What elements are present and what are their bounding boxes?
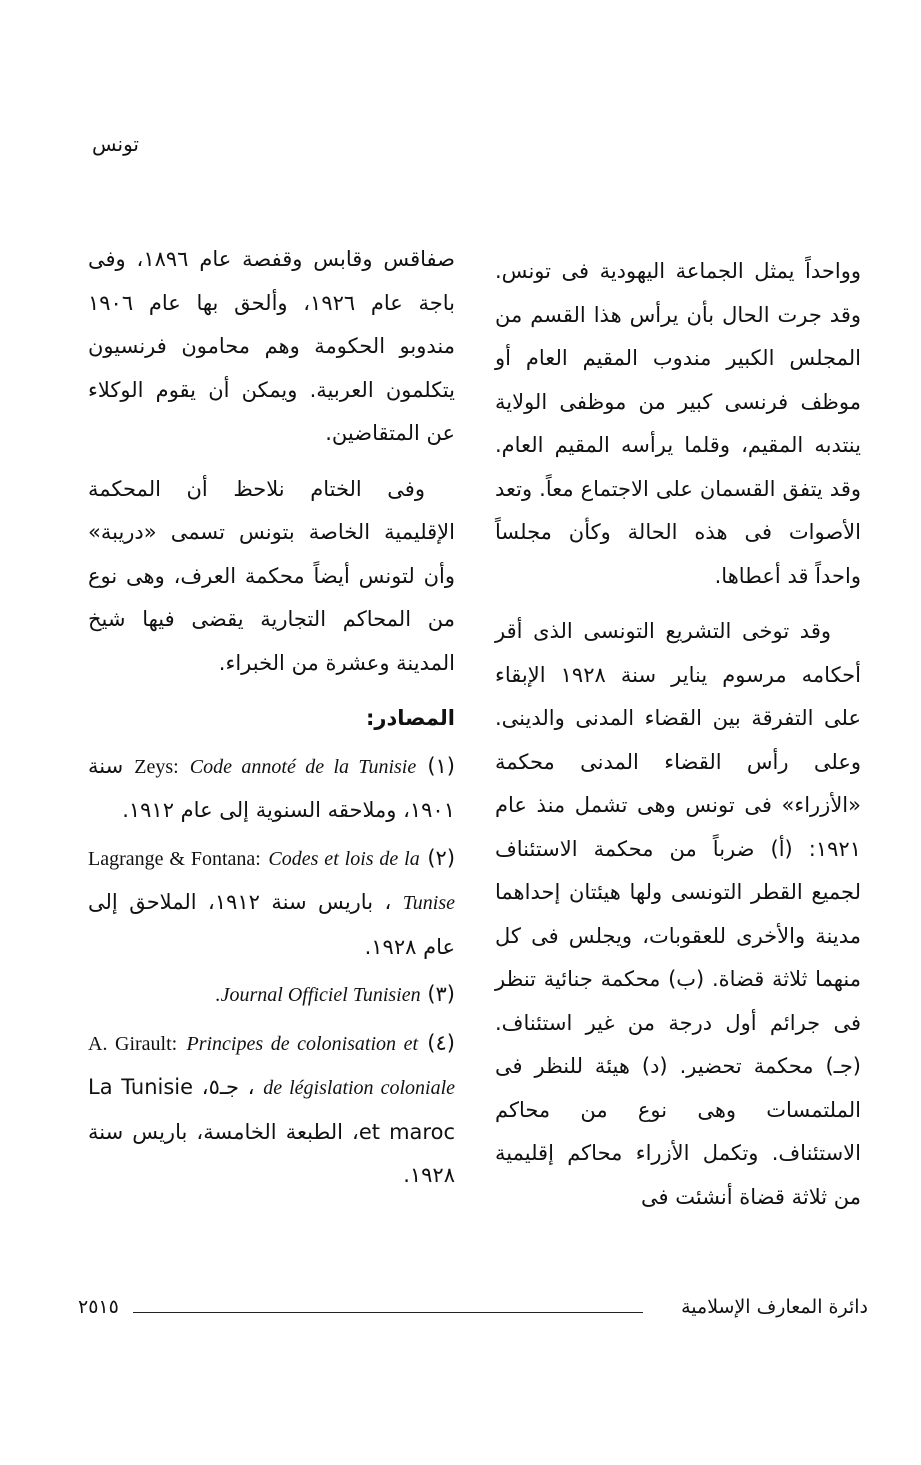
paragraph: وواحداً يمثل الجماعة اليهودية فى تونس. وقد جرت الحال بأن يرأس هذا القسم من المجلس الكبير مندوب المقيم العام أو موظف فرنسى كبير من موظفى الولاية ينتدبه المقيم، وقلما يرأسه المقيم العام. وقد يتفق القسمان على الاجتماع معاً. وتعد الأصوات فى هذه الحالة وكأن مجلساً واحداً قد أعطاها. xyxy=(495,259,861,588)
column-left xyxy=(88,238,455,1198)
reference-title: Principes de colonisation et de législation coloniale xyxy=(186,1032,456,1099)
footer-rule xyxy=(133,1312,643,1313)
paragraph: وفى الختام نلاحظ أن المحكمة الإقليمية الخاصة بتونس تسمى «دريبة» وأن لتونس أيضاً محكمة العرف، وهى نوع من المحاكم التجارية يقضى فيها شيخ المدينة وعشرة من الخبراء. xyxy=(88,476,455,675)
reference-number: (٣) xyxy=(427,982,455,1006)
reference-item xyxy=(88,837,455,970)
paragraph: وقد توخى التشريع التونسى الذى أقر أحكامه مرسوم يناير سنة ١٩٢٨ الإبقاء على التفرقة بين القضاء المدنى والدينى. وعلى رأس القضاء المدنى محكمة «الأزراء» فى تونس وهى تشمل منذ عام ١٩٢١: (أ) ضرباً من محكمة الاستئناف لجميع القطر التونسى ولها هيئتان إحداهما مدينة والأخرى للعقوبات، ويجلس فى كل منهما ثلاثة قضاة. (ب) محكمة جنائية تنظر فى جرائم أول درجة من غير استئناف. (جـ) محكمة تحضير. (د) هيئة للنظر فى الملتمسات وهى نوع من محاكم الاستئناف. وتكمل الأزراء محاكم إقليمية من ثلاثة قضاة أنشئت فى xyxy=(495,619,861,1209)
reference-number: (١) xyxy=(427,753,455,778)
reference-author: Lagrange & Fontana: xyxy=(88,847,261,870)
reference-title: Codes et lois de la Tunise xyxy=(268,847,456,914)
reference-number: (٤) xyxy=(427,1030,455,1055)
paragraph: صفاقس وقابس وقفصة عام ١٨٩٦، وفى باجة عام ١٩٢٦، وألحق بها عام ١٩٠٦ مندوبو الحكومة وهم محامون فرنسيون يتكلمون العربية. ويمكن أن يقوم الوكلاء عن المتقاضين. xyxy=(88,247,456,445)
page-footer xyxy=(78,1296,868,1326)
reference-item xyxy=(88,745,455,833)
running-head: تونس xyxy=(92,132,139,156)
reference-title: Journal Officiel Tunisien. xyxy=(215,984,421,1006)
page-number: ٢٥١٥ xyxy=(78,1296,119,1318)
reference-details: سنة ١٩٠١، وملاحقه السنوية إلى عام ١٩١٢. xyxy=(88,753,455,822)
reference-number: (٢) xyxy=(427,845,456,870)
column-right xyxy=(495,250,861,1219)
reference-item xyxy=(88,1022,455,1198)
reference-details: ، باريس سنة ١٩١٢، الملاحق إلى عام ١٩٢٨. xyxy=(88,890,455,959)
footer-journal-title: دائرة المعارف الإسلامية xyxy=(681,1296,868,1318)
reference-details: ، جـ٥، La Tunisie et maroc، الطبعة الخامسة، باريس سنة ١٩٢٨. xyxy=(88,1075,455,1187)
reference-title: Code annoté de la Tunisie xyxy=(189,755,417,778)
reference-item xyxy=(88,973,455,1018)
sources-heading: المصادر: xyxy=(365,706,455,730)
reference-author: A. Girault: xyxy=(88,1032,178,1055)
reference-author: Zeys: xyxy=(134,755,179,778)
